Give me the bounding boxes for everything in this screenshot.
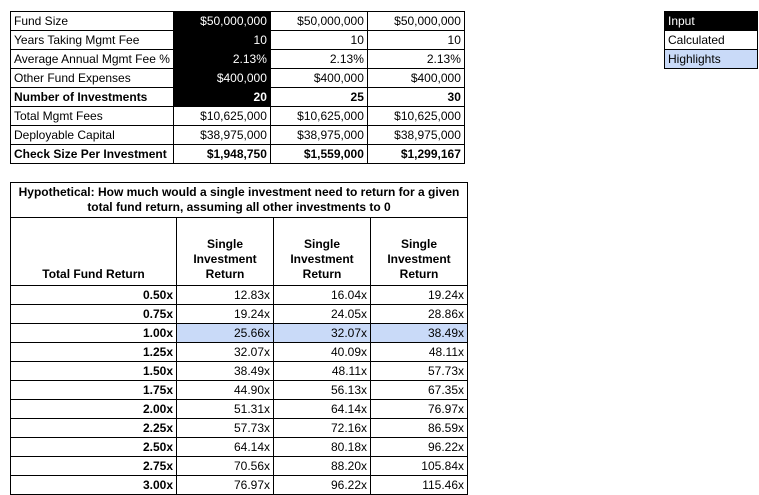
table-row — [11, 107, 465, 126]
table-row — [11, 305, 468, 324]
table-row — [11, 438, 468, 457]
table-row — [11, 50, 465, 69]
table-cell[interactable]: 38.49x — [177, 362, 274, 381]
table-row — [11, 343, 468, 362]
table-cell[interactable]: 48.11x — [371, 343, 468, 362]
table-cell[interactable]: $38,975,000 — [270, 126, 367, 145]
legend-calculated[interactable]: Calculated — [665, 31, 758, 50]
table-cell[interactable]: 67.35x — [371, 381, 468, 400]
table-cell[interactable]: $10,625,000 — [270, 107, 367, 126]
column-header[interactable]: Single Investment Return — [371, 218, 468, 286]
row-label[interactable]: 1.00x — [11, 324, 177, 343]
table-row — [11, 381, 468, 400]
table-row — [11, 362, 468, 381]
table-row-highlighted — [11, 324, 468, 343]
fund-assumptions-table — [10, 11, 465, 164]
table-cell[interactable]: 19.24x — [371, 286, 468, 305]
table-row — [11, 457, 468, 476]
table-row — [11, 126, 465, 145]
table-cell[interactable]: 72.16x — [274, 419, 371, 438]
row-label[interactable]: 1.25x — [11, 343, 177, 362]
table-cell[interactable]: $50,000,000 — [270, 12, 367, 31]
table-row — [11, 12, 465, 31]
table-cell[interactable]: 32.07x — [177, 343, 274, 362]
table-cell[interactable]: 56.13x — [274, 381, 371, 400]
table-cell[interactable]: 115.46x — [371, 476, 468, 495]
table-cell[interactable]: 76.97x — [371, 400, 468, 419]
table-cell[interactable]: 19.24x — [177, 305, 274, 324]
table-cell[interactable]: 96.22x — [371, 438, 468, 457]
row-label[interactable]: 3.00x — [11, 476, 177, 495]
column-header[interactable]: Single Investment Return — [177, 218, 274, 286]
table-cell[interactable]: 80.18x — [274, 438, 371, 457]
input-cell[interactable]: $50,000,000 — [173, 12, 270, 31]
table-cell[interactable]: $38,975,000 — [367, 126, 464, 145]
input-cell[interactable]: $400,000 — [173, 69, 270, 88]
row-label[interactable]: 2.75x — [11, 457, 177, 476]
legend — [664, 11, 758, 69]
caption-row — [11, 183, 468, 218]
row-label[interactable]: 2.50x — [11, 438, 177, 457]
hypothetical-return-table — [10, 182, 468, 495]
table-cell[interactable]: 70.56x — [177, 457, 274, 476]
legend-input[interactable]: Input — [665, 12, 758, 31]
highlighted-cell[interactable]: 25.66x — [177, 324, 274, 343]
table-cell[interactable]: 10 — [270, 31, 367, 50]
row-label[interactable]: 1.50x — [11, 362, 177, 381]
table-cell[interactable]: 2.13% — [270, 50, 367, 69]
column-header[interactable]: Single Investment Return — [274, 218, 371, 286]
table-cell[interactable]: $10,625,000 — [173, 107, 270, 126]
row-label[interactable]: 2.00x — [11, 400, 177, 419]
table-row — [11, 69, 465, 88]
table-cell[interactable]: $10,625,000 — [367, 107, 464, 126]
table-row — [11, 400, 468, 419]
row-label[interactable]: Total Mgmt Fees — [11, 107, 174, 126]
table-row — [11, 31, 465, 50]
row-label[interactable]: 0.50x — [11, 286, 177, 305]
table-row — [11, 419, 468, 438]
table-cell[interactable]: 64.14x — [177, 438, 274, 457]
legend-highlights[interactable]: Highlights — [665, 50, 758, 69]
row-label[interactable]: Other Fund Expenses — [11, 69, 174, 88]
table-row — [11, 286, 468, 305]
table-cell[interactable]: 51.31x — [177, 400, 274, 419]
table-cell[interactable]: 28.86x — [371, 305, 468, 324]
table-cell[interactable]: 24.05x — [274, 305, 371, 324]
table-row — [11, 88, 465, 107]
row-label[interactable]: 2.25x — [11, 419, 177, 438]
row-label[interactable]: Check Size Per Investment — [11, 145, 174, 164]
row-label[interactable]: Average Annual Mgmt Fee % — [11, 50, 174, 69]
table-cell[interactable]: 88.20x — [274, 457, 371, 476]
highlighted-cell[interactable]: 38.49x — [371, 324, 468, 343]
row-label[interactable]: Number of Investments — [11, 88, 174, 107]
table-cell[interactable]: 12.83x — [177, 286, 274, 305]
table-cell[interactable]: 2.13% — [367, 50, 464, 69]
row-label[interactable]: 0.75x — [11, 305, 177, 324]
table-cell[interactable]: $400,000 — [270, 69, 367, 88]
table-cell[interactable]: 10 — [367, 31, 464, 50]
column-header[interactable]: Total Fund Return — [11, 218, 177, 286]
header-row — [11, 218, 468, 286]
table-row — [11, 145, 465, 164]
row-label[interactable]: Years Taking Mgmt Fee — [11, 31, 174, 50]
table-cell[interactable]: 16.04x — [274, 286, 371, 305]
table-caption[interactable]: Hypothetical: How much would a single investment need to return for a given total fund return, assuming all other investments to 0 — [11, 183, 468, 218]
table-row — [11, 476, 468, 495]
table-cell[interactable]: 48.11x — [274, 362, 371, 381]
table-cell[interactable]: 105.84x — [371, 457, 468, 476]
row-label[interactable]: 1.75x — [11, 381, 177, 400]
highlighted-cell[interactable]: 32.07x — [274, 324, 371, 343]
table-cell[interactable]: 40.09x — [274, 343, 371, 362]
table-cell[interactable]: 76.97x — [177, 476, 274, 495]
input-cell[interactable]: 2.13% — [173, 50, 270, 69]
table-cell[interactable]: 25 — [270, 88, 367, 107]
table-cell[interactable]: $1,559,000 — [270, 145, 367, 164]
input-cell[interactable]: 10 — [173, 31, 270, 50]
table-cell[interactable]: $38,975,000 — [173, 126, 270, 145]
table-cell[interactable]: 30 — [367, 88, 464, 107]
table-cell[interactable]: 96.22x — [274, 476, 371, 495]
input-cell[interactable]: 20 — [173, 88, 270, 107]
table-cell[interactable]: $1,299,167 — [367, 145, 464, 164]
table-cell[interactable]: 64.14x — [274, 400, 371, 419]
table-cell[interactable]: 57.73x — [177, 419, 274, 438]
row-label[interactable]: Fund Size — [11, 12, 174, 31]
table-cell[interactable]: 57.73x — [371, 362, 468, 381]
row-label[interactable]: Deployable Capital — [11, 126, 174, 145]
table-cell[interactable]: $400,000 — [367, 69, 464, 88]
table-cell[interactable]: $1,948,750 — [173, 145, 270, 164]
table-cell[interactable]: $50,000,000 — [367, 12, 464, 31]
table-cell[interactable]: 86.59x — [371, 419, 468, 438]
table-cell[interactable]: 44.90x — [177, 381, 274, 400]
